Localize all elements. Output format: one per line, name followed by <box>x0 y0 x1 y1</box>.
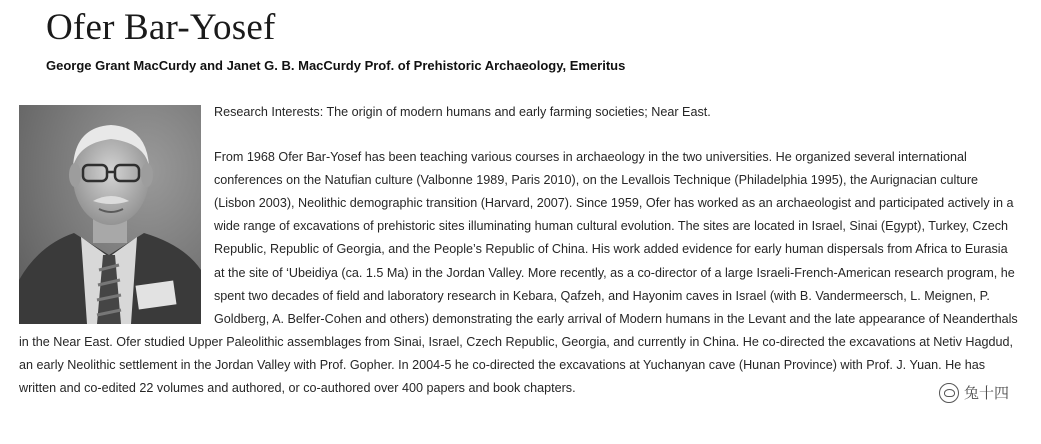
bio-section <box>19 101 1021 400</box>
page-title: Ofer Bar-Yosef <box>46 7 276 48</box>
bio-paragraph: From 1968 Ofer Bar-Yosef has been teaching various courses in archaeology in the two universities. He organized several international conferences on the Natufian culture (Valbonne 1989, Paris 2010), on the Levallois Technique (Philadelphia 1995), the Aurignacian culture (Lisbon 2003), Neolithic demographic transition (Harvard, 2007). Since 1959, Ofer has worked as an archaeologist and participated actively in a wide range of excavations of prehistoric sites illuminating human cultural evolution. The sites are located in Israel, Sinai (Egypt), Turkey, Czech Republic, Republic of Georgia, and the People’s Republic of China. His work added evidence for early human dispersals from Africa to Eurasia at the site of ‘Ubeidiya (ca. 1.5 Ma) in the Jordan Valley. More recently, as a co-director of a large Israeli-French-American research program, he spent two decades of field and laboratory research in Kebara, Qafzeh, and Hayonim caves in Israel (with B. Vandermeersch, L. Meignen, P. Goldberg, A. Belfer-Cohen and others) demonstrating the early arrival of Modern humans in the Levant and the late appearance of Neanderthals in the Near East. Ofer studied Upper Paleolithic assemblages from Sinai, Israel, Czech Republic, Georgia, and currently in China. He co-directed the excavations at Netiv Hagdud, an early Neolithic settlement in the Jordan Valley with Prof. Gopher. In 2004-5 he co-directed the excavations at Yuchanyan cave (Hunan Province) with Prof. J. Yuan. He has written and co-edited 22 volumes and authored, or co-authored over 400 papers and book chapters. <box>19 150 1018 396</box>
research-interests: Research Interests: The origin of modern humans and early farming societies; Near East. <box>214 105 711 119</box>
watermark-text: 兔十四 <box>963 384 1009 402</box>
portrait-photo <box>19 105 201 324</box>
wechat-icon <box>939 383 959 403</box>
position-title: George Grant MacCurdy and Janet G. B. MacCurdy Prof. of Prehistoric Archaeology, Emeritus <box>46 58 626 73</box>
watermark <box>939 382 1009 403</box>
